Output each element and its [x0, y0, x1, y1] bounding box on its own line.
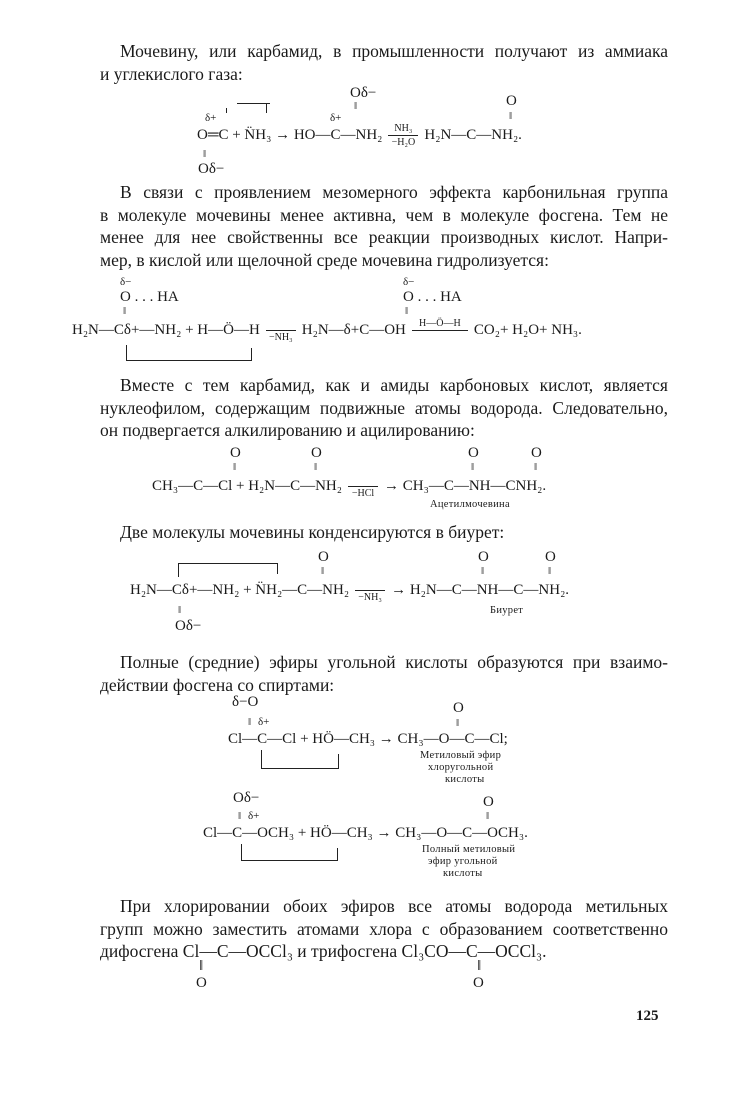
paragraph-nucleophile — [100, 374, 668, 442]
arrow-label: −NH₃ — [268, 332, 293, 343]
page-number: 125 — [636, 1008, 659, 1024]
formula-text: ‖ — [481, 565, 485, 577]
compound-caption: Ацетилмочевина — [430, 499, 510, 510]
arrow-line — [348, 486, 378, 487]
formula-text: ‖ — [477, 958, 482, 974]
formula-text: O — [311, 445, 322, 461]
formula-text: O═C + N̈H₃ → HO—C—NH₂ — [197, 127, 383, 143]
formula-text: ‖ — [178, 604, 182, 616]
formula-text: ‖ — [203, 148, 207, 160]
formula-text: ‖ — [405, 305, 409, 317]
text-line: Полные (средние) эфиры угольной кислоты образуются при взаимо- — [120, 652, 668, 672]
bracket-line — [178, 563, 278, 564]
compound-caption: Полный метиловый — [422, 844, 516, 855]
formula-text: δ+ — [205, 112, 217, 124]
formula-text: ‖ — [456, 717, 460, 729]
formula-text: H₂N—Cδ+—NH₂ + N̈H₂—C—NH₂ — [130, 582, 350, 598]
text-line: Мочевину, или карбамид, в промышленности получают из аммиака — [120, 41, 668, 61]
formula-text: ‖ — [123, 305, 127, 317]
formula-text: Oδ− — [350, 85, 377, 101]
formula-text: O — [318, 549, 329, 565]
arrow-label: −NH₃ — [358, 592, 382, 603]
formula-text: O . . . HA — [120, 289, 179, 305]
bracket-line — [251, 348, 252, 360]
bracket-line — [261, 750, 262, 768]
bracket-line — [178, 563, 179, 577]
formula-text: O — [196, 975, 207, 991]
formula-text: CO₂+ H₂O+ NH₃. — [473, 322, 582, 338]
formula-main-line — [152, 474, 546, 499]
text-line: менее для нее свойственны все реакции производных кислот. Напри- — [100, 227, 668, 247]
formula-text: δ+ — [330, 112, 342, 124]
bracket-line — [338, 754, 339, 768]
formula-text: H₂N—δ+C—OH — [301, 322, 406, 338]
formula-text: O — [483, 794, 494, 810]
bracket-line — [126, 360, 252, 361]
arrow-line — [412, 330, 468, 331]
formula-text: ‖ — [314, 461, 318, 473]
formula-text: ‖ — [486, 810, 490, 822]
reaction-arrow — [386, 123, 420, 148]
paragraph-biuret — [100, 521, 668, 544]
formula-text: O — [531, 445, 542, 461]
text-line: в молекуле мочевины менее активна, чем в молекуле фосгена. Тем не — [100, 204, 668, 225]
formula-text: O . . . HA — [403, 289, 462, 305]
formula-text: O — [506, 93, 517, 109]
bracket-line — [126, 345, 127, 360]
bracket-line — [241, 844, 242, 860]
formula-main-line — [130, 578, 569, 603]
text-line: При хлорировании обоих эфиров все атомы водорода метильных — [120, 896, 668, 916]
formula-text: H₂N—Cδ+—NH₂ + H—Ö—H — [72, 322, 260, 338]
arrow-line — [388, 135, 418, 136]
compound-caption: Метиловый эфир — [420, 750, 502, 761]
formula-text: O — [453, 700, 464, 716]
formula-text: O — [230, 445, 241, 461]
text-line: Две молекулы мочевины конденсируются в биурет: — [120, 522, 505, 542]
bracket-line — [277, 563, 278, 574]
formula-text: Oδ− — [233, 790, 260, 806]
formula-text: δ+ — [258, 716, 270, 728]
formula-text: ‖ — [471, 461, 475, 473]
paragraph-esters — [100, 651, 668, 696]
formula-text: ‖ — [238, 810, 242, 822]
bracket-line — [226, 108, 227, 113]
text-line: действии фосгена со спиртами: — [100, 674, 335, 695]
arrow-label: H—Ö—H — [419, 318, 461, 329]
formula-text: δ+ — [248, 810, 260, 822]
reaction-arrow — [410, 318, 470, 343]
text-line: он подвергается алкилированию и ацилированию: — [100, 420, 475, 440]
formula-text: ‖ — [233, 461, 237, 473]
formula-text: ‖ — [548, 565, 552, 577]
formula-text: ‖ — [534, 461, 538, 473]
formula-main-line — [197, 123, 522, 148]
paragraph-hydrolysis — [100, 181, 668, 271]
formula-text: ‖ — [199, 958, 204, 974]
text-line: дифосгена Cl—C—OCCl₃ и трифосгена Cl₃CO—C—OCCl₃. — [100, 941, 547, 961]
formula-text: δ− — [120, 276, 132, 288]
formula-text: Oδ− — [198, 161, 225, 177]
compound-caption: эфир угольной — [428, 856, 498, 867]
compound-caption: кислоты — [443, 868, 483, 879]
compound-caption: хлоругольной — [428, 762, 494, 773]
formula-text: O — [545, 549, 556, 565]
formula-text: Cl—C—OCH₃ + HÖ—CH₃ → CH₃—O—C—OCH₃. — [203, 825, 528, 841]
reaction-arrow — [346, 474, 380, 499]
formula-text: O — [473, 975, 484, 991]
compound-caption: Биурет — [490, 605, 524, 616]
formula-text: ‖ — [321, 565, 325, 577]
formula-text: δ− — [403, 276, 415, 288]
bracket-line — [337, 848, 338, 860]
formula-text: δ−O — [232, 694, 259, 710]
arrow-line — [355, 590, 385, 591]
text-line: групп можно заместить атомами хлора с образованием соответственно — [100, 918, 668, 939]
bracket-line — [241, 860, 338, 861]
text-line: мер, в кислой или щелочной среде мочевина гидролизуется: — [100, 249, 549, 270]
arrow-label: −HCl — [351, 488, 375, 499]
formula-main-line — [72, 318, 582, 343]
formula-text: → CH₃—C—NH—CNH₂. — [384, 478, 547, 494]
compound-caption: кислоты — [445, 774, 485, 785]
formula-text: ‖ — [509, 110, 513, 122]
bracket-line — [261, 768, 339, 769]
arrow-label: −H₂O — [391, 137, 416, 148]
formula-text: ‖ — [354, 100, 358, 112]
arrow-line — [266, 330, 296, 331]
paragraph-chlorination — [100, 895, 668, 963]
formula-text: H₂N—C—NH₂. — [424, 127, 522, 143]
bracket-line — [266, 104, 267, 113]
reaction-arrow — [264, 318, 298, 343]
text-line: нуклеофилом, содержащим подвижные атомы водорода. Следовательно, — [100, 397, 668, 418]
reaction-arrow — [353, 578, 387, 603]
formula-text: O — [478, 549, 489, 565]
formula-text: → H₂N—C—NH—C—NH₂. — [391, 582, 570, 598]
formula-text: Cl—C—Cl + HÖ—CH₃ → CH₃—O—C—Cl; — [228, 731, 508, 747]
formula-text: CH₃—C—Cl + H₂N—C—NH₂ — [152, 478, 342, 494]
text-line: Вместе с тем карбамид, как и амиды карбоновых кислот, является — [120, 375, 668, 395]
formula-text: Oδ− — [175, 618, 202, 634]
paragraph-urea-production — [100, 40, 668, 85]
text-line: и углекислого газа: — [100, 63, 243, 84]
formula-text: ‖ — [248, 716, 252, 728]
arrow-label: NH₃ — [394, 123, 413, 134]
text-line: В связи с проявлением мезомерного эффекта карбонильная группа — [120, 182, 668, 202]
formula-text: O — [468, 445, 479, 461]
